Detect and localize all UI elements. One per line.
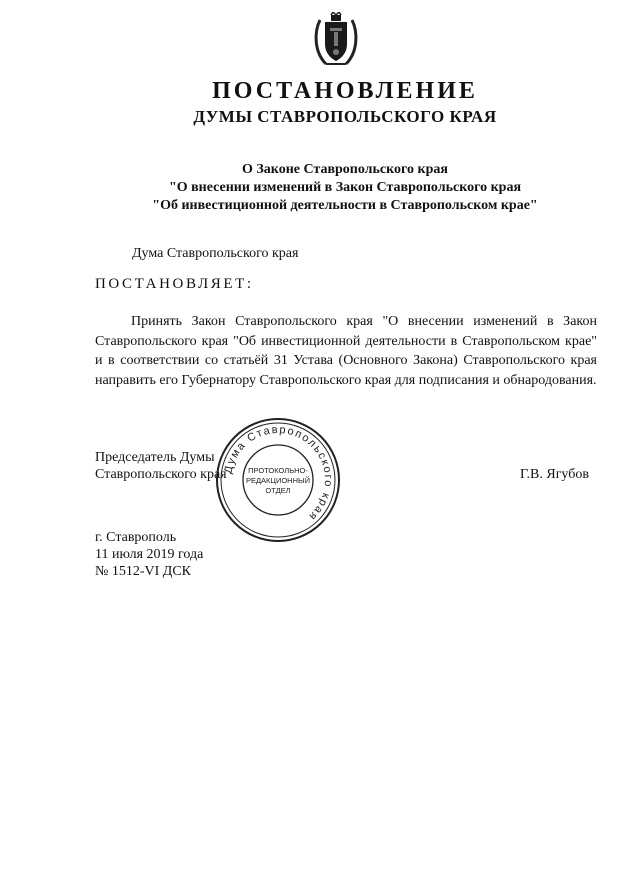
body-paragraph (95, 312, 597, 390)
issuer-text: Дума Ставропольского края (132, 246, 299, 261)
signature-position-line-1: Председатель Думы (95, 450, 215, 465)
svg-text:ПРОТОКОЛЬНО-: ПРОТОКОЛЬНО- (248, 466, 308, 475)
svg-text:ОТДЕЛ: ОТДЕЛ (265, 486, 291, 495)
footer-date: 11 июля 2019 года (95, 547, 204, 562)
signature-name: Г.В. Ягубов (520, 467, 589, 482)
law-title-line-1: О Законе Ставропольского края (242, 162, 448, 177)
law-title-line-2: "О внесении изменений в Закон Ставропольского края (168, 180, 522, 195)
resolves-heading: ПОСТАНОВЛЯЕТ: (95, 276, 254, 292)
svg-text:РЕДАКЦИОННЫЙ: РЕДАКЦИОННЫЙ (245, 476, 311, 485)
document-title: ПОСТАНОВЛЕНИЕ (212, 78, 478, 104)
svg-text:Дума Ставропольского края: Дума Ставропольского края (222, 423, 335, 524)
law-title-line-3: "Об инвестиционной деятельности в Ставропольском крае" (152, 198, 538, 213)
official-stamp (214, 416, 342, 544)
coat-of-arms-emblem (312, 12, 360, 70)
document-subtitle: ДУМЫ СТАВРОПОЛЬСКОГО КРАЯ (193, 107, 497, 126)
body-text: Принять Закон Ставропольского края "О внесении изменений в Закон Ставропольского края "Об инвестиционной деятельности в Ставропольском крае" и в соответствии со статьёй 31 Устава (Основного Закона) Ставропольского края направить его Губернатору Ставропольского края для подписания и обнародования. (95, 314, 597, 388)
signature-position-line-2: Ставропольского края (95, 467, 227, 482)
footer-number: № 1512-VI ДСК (95, 564, 192, 579)
footer-city: г. Ставрополь (95, 530, 177, 545)
